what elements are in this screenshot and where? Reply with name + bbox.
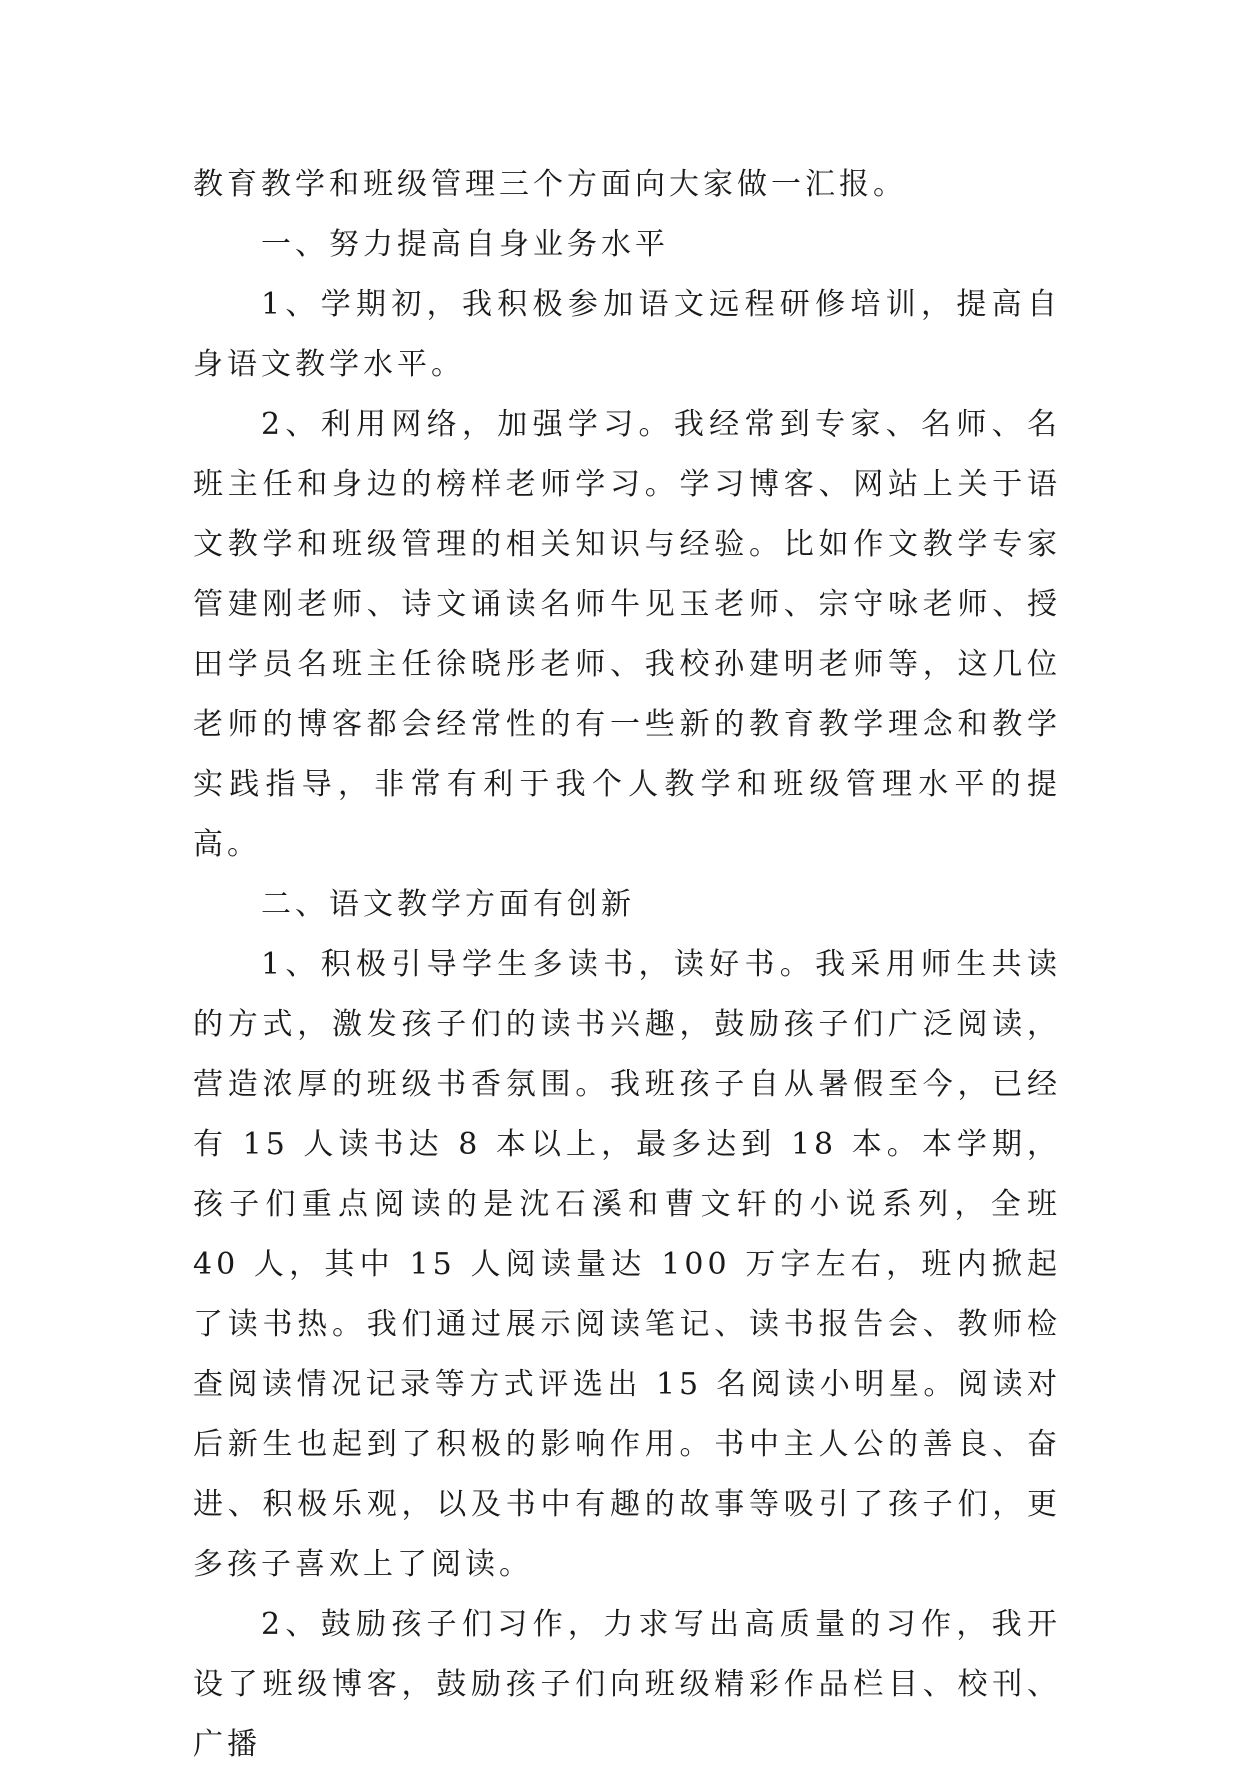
paragraph-1-2: 2、利用网络，加强学习。我经常到专家、名师、名班主任和身边的榜样老师学习。学习博客、网站上关于语文教学和班级管理的相关知识与经验。比如作文教学专家管建刚老师、诗文诵读名师牛见玉老师、宗守咏老师、授田学员名班主任徐晓彤老师、我校孙建明老师等，这几位老师的博客都会经常性的有一些新的教育教学理念和教学实践指导，非常有利于我个人教学和班级管理水平的提高。	[193, 407, 1061, 862]
section-heading-1: 一、努力提高自身业务水平	[261, 227, 669, 262]
section-heading-2: 二、语文教学方面有创新	[261, 887, 635, 922]
paragraph-1-1: 1、学期初，我积极参加语文远程研修培训，提高自身语文教学水平。	[193, 287, 1061, 382]
paragraph-2-2: 2、鼓励孩子们习作，力求写出高质量的习作，我开设了班级博客，鼓励孩子们向班级精彩作品栏目、校刊、广播	[193, 1607, 1061, 1762]
document-body	[193, 155, 1061, 1775]
paragraph-2-1: 1、积极引导学生多读书，读好书。我采用师生共读的方式，激发孩子们的读书兴趣，鼓励孩子们广泛阅读，营造浓厚的班级书香氛围。我班孩子自从暑假至今，已经有 15 人读书达 8 本以上，最多达到 18 本。本学期，孩子们重点阅读的是沈石溪和曹文轩的小说系列，全班 40 人，其中 15 人阅读量达 100 万字左右，班内掀起了读书热。我们通过展示阅读笔记、读书报告会、教师检查阅读情况记录等方式评选出 15 名阅读小明星。阅读对后新生也起到了积极的影响作用。书中主人公的善良、奋进、积极乐观，以及书中有趣的故事等吸引了孩子们，更多孩子喜欢上了阅读。	[193, 947, 1061, 1582]
paragraph-intro-continuation: 教育教学和班级管理三个方面向大家做一汇报。	[193, 167, 907, 202]
